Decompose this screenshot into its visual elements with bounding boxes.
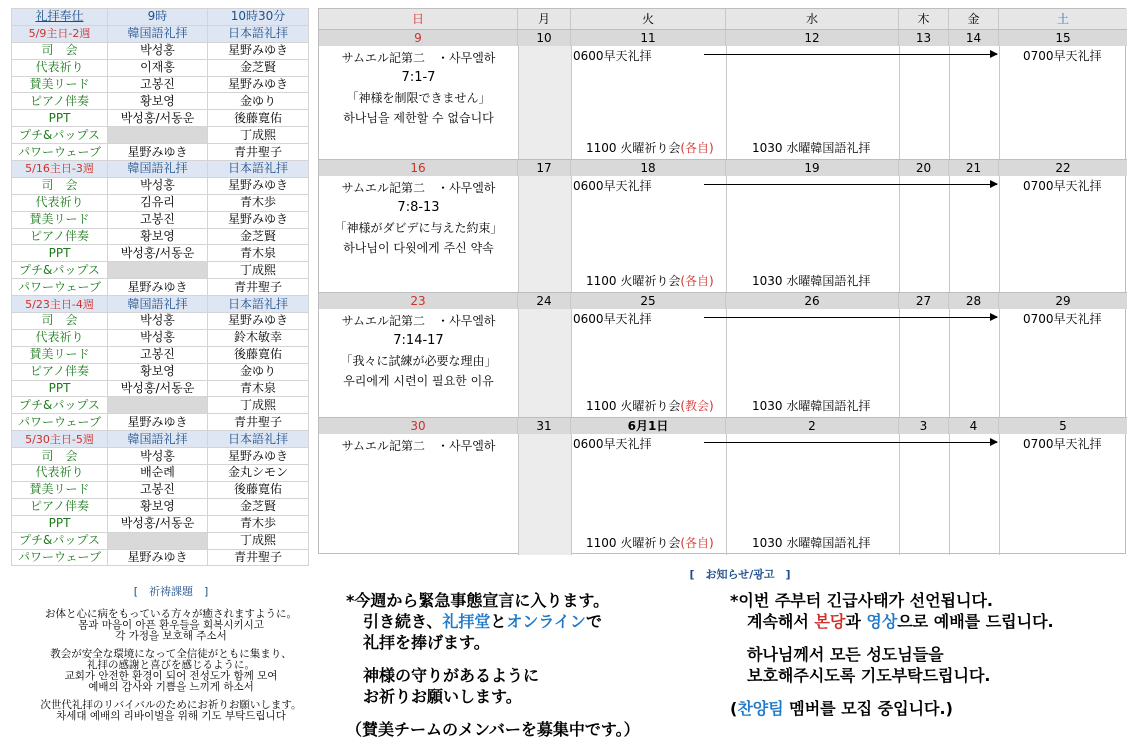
sermon-line: サムエル記第二 ・사무엘하	[341, 181, 496, 195]
korean-service-person: 황보영	[108, 93, 208, 110]
day-number: 24	[518, 293, 571, 309]
korean-service-person: 星野みゆき	[108, 414, 208, 431]
day-divider	[571, 309, 572, 418]
prayer-item: 教会が安全な環境になって全信徒がともに集まり、 礼拝の感謝と喜びを感じるように。 교회가 안전한 환경이 되어 전성도가 함께 모여 예배의 감사와 기쁨을 느끼게 하소서	[50, 648, 292, 693]
day-number: 18	[571, 160, 726, 176]
roster-header-cell: 礼拝奉仕	[12, 9, 108, 26]
saturday-prayer-event: 0700早天礼拝	[1023, 312, 1102, 326]
role-label: プチ&パップス	[12, 397, 108, 414]
day-number: 16	[319, 160, 518, 176]
japanese-service-person: 丁成熙	[208, 262, 309, 279]
week-label: 5/23主日-4週	[12, 296, 108, 313]
roster-row	[12, 549, 309, 566]
sermon-line: 「我々に試練が必要な理由」	[340, 354, 497, 368]
duty-roster-table	[11, 8, 309, 566]
roster-week-header	[12, 25, 309, 42]
day-divider	[518, 46, 519, 160]
role-label: 代表祈り	[12, 329, 108, 346]
roster-row	[12, 110, 309, 127]
role-label: PPT	[12, 110, 108, 127]
monday-cell-shade	[518, 434, 571, 555]
prayer-item: お体と心に病をもっている方々が癒されますように。 몸과 마음이 아픈 환우들을 회복시키시고 각 가정을 보호해 주소서	[45, 608, 297, 642]
role-label: 司 会	[12, 313, 108, 330]
korean-service-person: 이재홍	[108, 59, 208, 76]
roster-row	[12, 194, 309, 211]
day-divider	[899, 46, 900, 160]
sermon-line: 7:8-13	[397, 200, 440, 215]
japanese-service-person: 星野みゆき	[208, 448, 309, 465]
role-label: パワーウェーブ	[12, 549, 108, 566]
japanese-service-person: 青木歩	[208, 194, 309, 211]
monday-cell-shade	[518, 309, 571, 418]
weekday-header: 月	[518, 9, 571, 29]
korean-service-person: 황보영	[108, 363, 208, 380]
tuesday-prayer-label: 1100 火曜祈り会	[586, 274, 681, 288]
calendar-week-row	[319, 292, 1127, 417]
korean-service-person: 박성홍/서동운	[108, 245, 208, 262]
sermon-line: サムエル記第二 ・사무엘하	[341, 51, 496, 65]
japanese-service-person: 星野みゆき	[208, 313, 309, 330]
day-number: 5	[999, 418, 1127, 434]
roster-row	[12, 448, 309, 465]
announcement-korean: *이번 주부터 긴급사태가 선언됩니다. 계속해서 본당과 영상으로 예배를 드립니다. 하나님께서 모든 성도님들을 보호해주시도록 기도부탁드립니다. (찬양팀 멤버를 모집 중입니다.)	[730, 591, 1054, 718]
sermon-line: 7:14-17	[393, 333, 444, 348]
roster-row	[12, 414, 309, 431]
day-number: 13	[899, 30, 949, 46]
wednesday-service-event: 1030 水曜韓国語礼拝	[752, 141, 871, 155]
day-number: 27	[899, 293, 949, 309]
role-label: PPT	[12, 245, 108, 262]
sermon-info	[319, 436, 518, 456]
korean-service-person: 박성홍/서동운	[108, 515, 208, 532]
day-divider	[518, 176, 519, 293]
korean-service-person: 고봉진	[108, 211, 208, 228]
sermon-line: 「神様を制限できません」	[346, 91, 491, 105]
korean-service-person: 박성홍	[108, 177, 208, 194]
announcements-title: [ お知らせ/광고 ]	[689, 568, 791, 581]
sermon-info	[319, 178, 518, 258]
japanese-service-person: 星野みゆき	[208, 76, 309, 93]
korean-service-person: 고봉진	[108, 346, 208, 363]
korean-service-person: 星野みゆき	[108, 144, 208, 161]
japanese-service-person: 金ゆり	[208, 93, 309, 110]
sermon-line: 「神様がダビデに与えた約束」	[334, 221, 503, 235]
korean-service-person	[108, 532, 208, 549]
day-number: 26	[726, 293, 899, 309]
day-divider	[999, 46, 1000, 160]
day-divider	[999, 309, 1000, 418]
week-label: 5/16主日-3週	[12, 161, 108, 178]
roster-row	[12, 42, 309, 59]
japanese-service-person: 青木歩	[208, 515, 309, 532]
day-number: 9	[319, 30, 518, 46]
roster-week-header	[12, 296, 309, 313]
day-number: 17	[518, 160, 571, 176]
korean-service-person: 박성홍	[108, 42, 208, 59]
japanese-service-person: 青井聖子	[208, 144, 309, 161]
tuesday-prayer-note: (各自)	[680, 141, 714, 155]
roster-row	[12, 144, 309, 161]
day-number: 14	[949, 30, 999, 46]
day-number: 21	[949, 160, 999, 176]
role-label: プチ&パップス	[12, 262, 108, 279]
tuesday-prayer-note: (教会)	[680, 399, 714, 413]
roster-row	[12, 245, 309, 262]
morning-prayer-event: 0600早天礼拝	[573, 437, 652, 451]
japanese-service-person: 後藤寛佑	[208, 346, 309, 363]
korean-service-person: 박성홍	[108, 448, 208, 465]
service-japanese: 日本語礼拝	[208, 25, 309, 42]
day-divider	[999, 176, 1000, 293]
saturday-prayer-event: 0700早天礼拝	[1023, 49, 1102, 63]
calendar-week-row	[319, 159, 1127, 292]
service-japanese: 日本語礼拝	[208, 296, 309, 313]
day-number: 12	[726, 30, 899, 46]
announcement-japanese: *今週から緊急事態宣言に入ります。 引き続き、礼拝堂とオンラインで 礼拝を捧げます。 神様の守りがあるように お祈りお願いします。 （賛美チームのメンバーを募集中です。）	[346, 591, 640, 739]
day-number: 25	[571, 293, 726, 309]
day-divider	[899, 309, 900, 418]
korean-service-person: 星野みゆき	[108, 549, 208, 566]
roster-row	[12, 177, 309, 194]
service-korean: 韓国語礼拝	[108, 161, 208, 178]
calendar-week-row	[319, 29, 1127, 159]
service-korean: 韓国語礼拝	[108, 296, 208, 313]
korean-service-person: 星野みゆき	[108, 279, 208, 296]
role-label: 代表祈り	[12, 59, 108, 76]
weekday-header: 土	[999, 9, 1127, 29]
korean-service-person: 박성홍	[108, 329, 208, 346]
service-japanese: 日本語礼拝	[208, 431, 309, 448]
wednesday-service-event: 1030 水曜韓国語礼拝	[752, 274, 871, 288]
day-divider	[726, 176, 727, 293]
weekday-header: 火	[571, 9, 726, 29]
roster-row	[12, 329, 309, 346]
tuesday-prayer-note: (各自)	[680, 536, 714, 550]
monday-cell-shade	[518, 46, 571, 160]
role-label: ピアノ伴奏	[12, 228, 108, 245]
prayer-title: [ 祈祷課題 ]	[133, 585, 209, 598]
day-divider	[726, 309, 727, 418]
day-number: 19	[726, 160, 899, 176]
day-divider	[949, 309, 950, 418]
day-number: 22	[999, 160, 1127, 176]
japanese-service-person: 星野みゆき	[208, 42, 309, 59]
japanese-service-person: 後藤寛佑	[208, 481, 309, 498]
day-number: 28	[949, 293, 999, 309]
roster-row	[12, 363, 309, 380]
morning-prayer-event: 0600早天礼拝	[573, 179, 652, 193]
tuesday-prayer-meeting	[586, 139, 714, 156]
roster-row	[12, 465, 309, 482]
day-divider	[949, 176, 950, 293]
roster-row	[12, 515, 309, 532]
japanese-service-person: 星野みゆき	[208, 211, 309, 228]
role-label: パワーウェーブ	[12, 414, 108, 431]
tuesday-prayer-meeting	[586, 534, 714, 551]
korean-service-person: 박성홍	[108, 313, 208, 330]
korean-service-person	[108, 262, 208, 279]
day-divider	[726, 46, 727, 160]
day-divider	[571, 46, 572, 160]
day-divider	[571, 434, 572, 555]
japanese-service-person: 青木泉	[208, 380, 309, 397]
roster-header-cell: 9時	[108, 9, 208, 26]
day-number: 4	[949, 418, 999, 434]
role-label: 賛美リード	[12, 211, 108, 228]
day-number: 2	[726, 418, 899, 434]
tuesday-prayer-meeting	[586, 272, 714, 289]
tuesday-prayer-note: (各自)	[680, 274, 714, 288]
roster-row	[12, 346, 309, 363]
day-number: 3	[899, 418, 949, 434]
korean-service-person	[108, 127, 208, 144]
day-number: 6月1日	[571, 418, 726, 434]
day-number: 30	[319, 418, 518, 434]
day-number: 11	[571, 30, 726, 46]
day-divider	[899, 176, 900, 293]
sermon-line: 우리에게 시련이 필요한 이유	[343, 374, 494, 388]
continuation-arrow	[704, 317, 997, 318]
korean-service-person: 황보영	[108, 498, 208, 515]
role-label: 司 会	[12, 448, 108, 465]
wednesday-service-event: 1030 水曜韓国語礼拝	[752, 536, 871, 550]
korean-service-person: 고봉진	[108, 481, 208, 498]
roster-row	[12, 313, 309, 330]
day-number: 23	[319, 293, 518, 309]
role-label: パワーウェーブ	[12, 144, 108, 161]
sermon-line: 7:1-7	[401, 70, 436, 85]
weekday-header: 日	[319, 9, 518, 29]
weekday-header: 水	[726, 9, 899, 29]
prayer-topics	[11, 586, 331, 729]
day-divider	[518, 434, 519, 555]
weekday-header: 金	[949, 9, 999, 29]
continuation-arrow	[704, 54, 997, 55]
korean-service-person: 박성홍/서동운	[108, 110, 208, 127]
calendar-week-row	[319, 417, 1127, 554]
japanese-service-person: 丁成熙	[208, 397, 309, 414]
korean-service-person	[108, 397, 208, 414]
role-label: 代表祈り	[12, 465, 108, 482]
korean-service-person: 황보영	[108, 228, 208, 245]
japanese-service-person: 丁成熙	[208, 127, 309, 144]
tuesday-prayer-meeting	[586, 397, 714, 414]
sermon-line: 하나님을 제한할 수 없습니다	[343, 111, 494, 125]
calendar	[318, 8, 1126, 554]
japanese-service-person: 青井聖子	[208, 549, 309, 566]
sermon-line: サムエル記第二 ・사무엘하	[341, 439, 496, 453]
role-label: ピアノ伴奏	[12, 93, 108, 110]
roster-week-header	[12, 431, 309, 448]
day-divider	[949, 46, 950, 160]
continuation-arrow	[704, 184, 997, 185]
japanese-service-person: 青井聖子	[208, 279, 309, 296]
role-label: PPT	[12, 515, 108, 532]
sermon-line: 하나님이 다윗에게 주신 약속	[343, 241, 494, 255]
korean-service-person: 배순례	[108, 465, 208, 482]
day-divider	[518, 309, 519, 418]
korean-service-person: 박성홍/서동운	[108, 380, 208, 397]
roster-row	[12, 397, 309, 414]
roster-row	[12, 279, 309, 296]
saturday-prayer-event: 0700早天礼拝	[1023, 437, 1102, 451]
day-number: 31	[518, 418, 571, 434]
japanese-service-person: 金芝賢	[208, 498, 309, 515]
day-divider	[949, 434, 950, 555]
roster-row	[12, 498, 309, 515]
korean-service-person: 고봉진	[108, 76, 208, 93]
roster-row	[12, 228, 309, 245]
monday-cell-shade	[518, 176, 571, 293]
roster-row	[12, 127, 309, 144]
prayer-item: 次世代礼拝のリバイバルのためにお祈りお願いします。 차세대 예배의 리바이벌을 위해 기도 부탁드립니다	[40, 699, 302, 722]
morning-prayer-event: 0600早天礼拝	[573, 49, 652, 63]
service-korean: 韓国語礼拝	[108, 25, 208, 42]
day-divider	[571, 176, 572, 293]
day-number: 20	[899, 160, 949, 176]
role-label: ピアノ伴奏	[12, 363, 108, 380]
role-label: 賛美リード	[12, 76, 108, 93]
role-label: PPT	[12, 380, 108, 397]
role-label: 代表祈り	[12, 194, 108, 211]
japanese-service-person: 金芝賢	[208, 228, 309, 245]
day-divider	[899, 434, 900, 555]
roster-row	[12, 262, 309, 279]
day-number: 10	[518, 30, 571, 46]
roster-row	[12, 93, 309, 110]
sermon-info	[319, 311, 518, 391]
japanese-service-person: 鈴木敏幸	[208, 329, 309, 346]
tuesday-prayer-label: 1100 火曜祈り会	[586, 141, 681, 155]
japanese-service-person: 後藤寛佑	[208, 110, 309, 127]
roster-row	[12, 59, 309, 76]
day-number: 15	[999, 30, 1127, 46]
continuation-arrow	[704, 442, 997, 443]
weekday-header: 木	[899, 9, 949, 29]
day-divider	[726, 434, 727, 555]
roster-header	[12, 9, 309, 26]
japanese-service-person: 青井聖子	[208, 414, 309, 431]
role-label: ピアノ伴奏	[12, 498, 108, 515]
korean-service-person: 김유리	[108, 194, 208, 211]
tuesday-prayer-label: 1100 火曜祈り会	[586, 536, 681, 550]
week-label: 5/30主日-5週	[12, 431, 108, 448]
morning-prayer-event: 0600早天礼拝	[573, 312, 652, 326]
service-korean: 韓国語礼拝	[108, 431, 208, 448]
roster-row	[12, 481, 309, 498]
japanese-service-person: 金ゆり	[208, 363, 309, 380]
tuesday-prayer-label: 1100 火曜祈り会	[586, 399, 681, 413]
role-label: 賛美リード	[12, 346, 108, 363]
role-label: 司 会	[12, 42, 108, 59]
japanese-service-person: 丁成熙	[208, 532, 309, 549]
role-label: 賛美リード	[12, 481, 108, 498]
roster-row	[12, 532, 309, 549]
japanese-service-person: 星野みゆき	[208, 177, 309, 194]
role-label: プチ&パップス	[12, 532, 108, 549]
roster-row	[12, 380, 309, 397]
roster-row	[12, 76, 309, 93]
japanese-service-person: 金丸シモン	[208, 465, 309, 482]
roster-week-header	[12, 161, 309, 178]
day-divider	[999, 434, 1000, 555]
wednesday-service-event: 1030 水曜韓国語礼拝	[752, 399, 871, 413]
roster-header-cell: 10時30分	[208, 9, 309, 26]
role-label: パワーウェーブ	[12, 279, 108, 296]
role-label: 司 会	[12, 177, 108, 194]
service-japanese: 日本語礼拝	[208, 161, 309, 178]
japanese-service-person: 青木泉	[208, 245, 309, 262]
japanese-service-person: 金芝賢	[208, 59, 309, 76]
roster-row	[12, 211, 309, 228]
sermon-line: サムエル記第二 ・사무엘하	[341, 314, 496, 328]
saturday-prayer-event: 0700早天礼拝	[1023, 179, 1102, 193]
week-label: 5/9主日-2週	[12, 25, 108, 42]
day-number: 29	[999, 293, 1127, 309]
role-label: プチ&パップス	[12, 127, 108, 144]
sermon-info	[319, 48, 518, 128]
